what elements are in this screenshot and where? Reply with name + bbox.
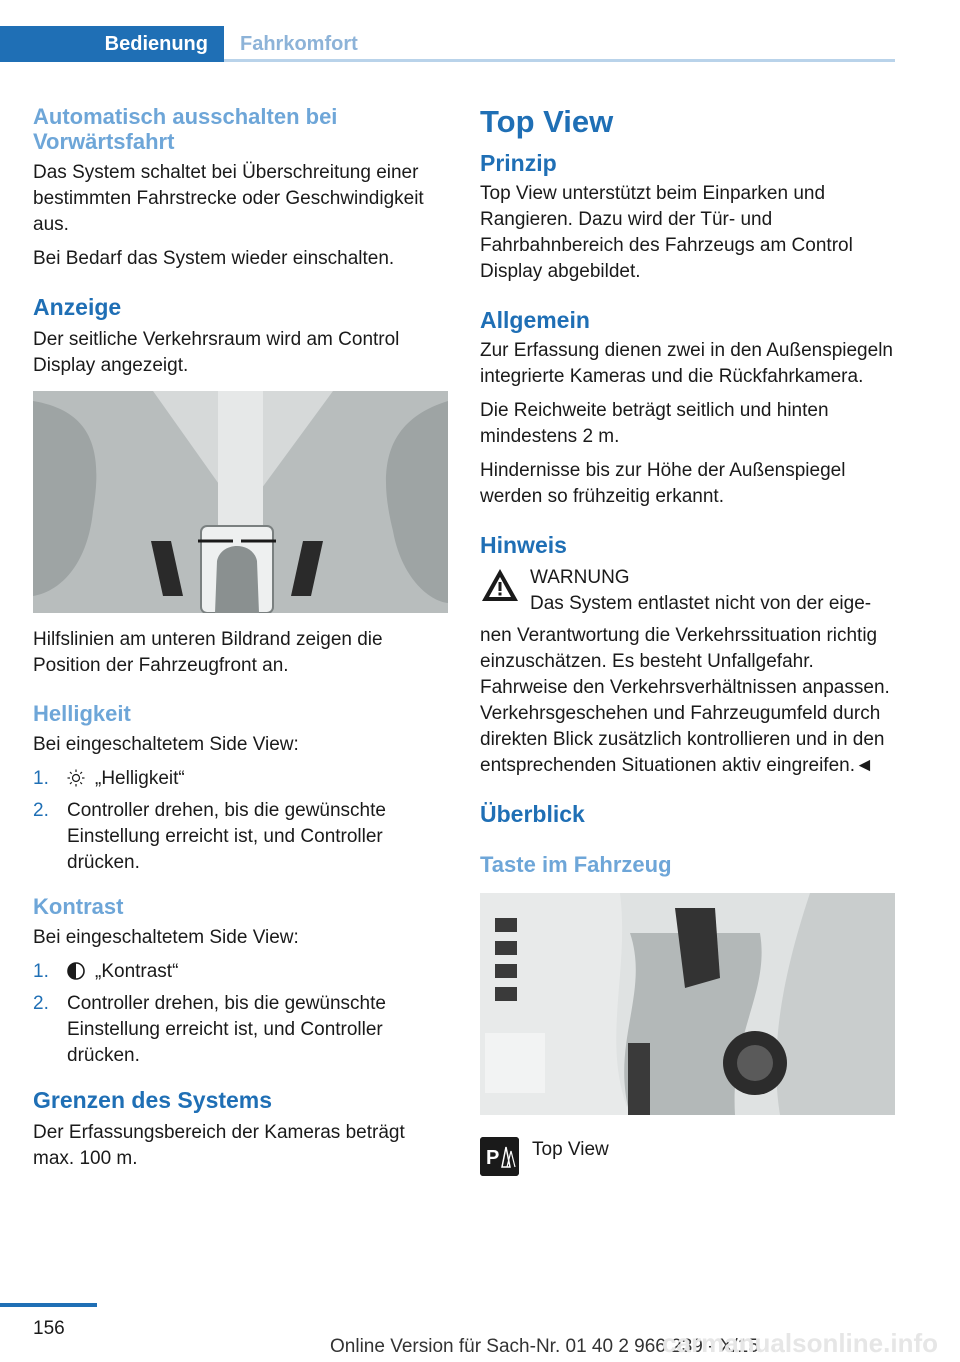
online-version-text: Online Version für Sach-Nr. 01 40 2 966 239 - X/15 xyxy=(330,1336,759,1357)
general-paragraph-2: Die Reichweite beträgt seitlich und hinten mindestens 2 m. xyxy=(480,400,829,447)
display-paragraph: Der seitliche Verkehrsraum wird am Control Display angezeigt. xyxy=(33,329,400,376)
overview-heading: Überblick xyxy=(480,801,585,827)
warning-label: WARNUNG xyxy=(530,567,630,588)
contrast-heading: Kontrast xyxy=(33,894,124,919)
header-divider xyxy=(224,59,895,62)
step-number: 2. xyxy=(33,800,49,821)
list-item xyxy=(33,959,448,985)
limits-heading: Grenzen des Systems xyxy=(33,1087,273,1113)
list-item xyxy=(33,798,448,876)
step-number: 1. xyxy=(33,961,49,982)
right-column xyxy=(480,104,895,1179)
topview-button-row xyxy=(480,1137,895,1179)
general-heading: Allgemein xyxy=(480,307,590,333)
tab-fahrkomfort[interactable]: Fahrkomfort xyxy=(240,32,358,55)
auto-off-paragraph-2: Bei Bedarf das System wieder einschalten. xyxy=(33,248,395,269)
side-view-display-image xyxy=(33,391,448,613)
brightness-intro: Bei eingeschaltetem Side View: xyxy=(33,734,299,755)
display-heading: Anzeige xyxy=(33,294,122,320)
brightness-sun-icon xyxy=(67,769,85,787)
limits-paragraph: Der Erfassungsbereich der Kameras beträgt max. 100 m. xyxy=(33,1122,405,1169)
brightness-steps xyxy=(33,766,448,876)
button-heading: Taste im Fahrzeug xyxy=(480,852,672,877)
tab-bedienung[interactable]: Bedienung xyxy=(0,26,224,62)
topview-heading: Top View xyxy=(480,104,614,139)
step-text: Controller drehen, bis die gewünschte Einstellung erreicht ist, und Controller drücken. xyxy=(67,993,386,1066)
top-view-button-icon[interactable] xyxy=(480,1137,519,1176)
top-view-button-label: Top View xyxy=(532,1139,609,1160)
auto-off-paragraph-1: Das System schaltet bei Überschreitung einer bestimmten Fahrstrecke oder Geschwindigkeit aus. xyxy=(33,162,424,235)
note-heading: Hinweis xyxy=(480,532,567,558)
step-text: „Helligkeit“ xyxy=(95,768,185,789)
watermark: carmanualsonline.info xyxy=(662,1328,938,1358)
contrast-steps xyxy=(33,959,448,1069)
left-column xyxy=(33,104,448,1180)
svg-text:P: P xyxy=(486,1147,500,1169)
general-paragraph-1: Zur Erfassung dienen zwei in den Außenspiegeln integrierte Kameras und die Rückfahrkamera. xyxy=(480,340,893,387)
general-paragraph-3: Hindernisse bis zur Höhe der Außenspiegel werden so frühzeitig erkannt. xyxy=(480,460,846,507)
header-tabbar xyxy=(0,0,895,62)
brightness-heading: Helligkeit xyxy=(33,701,131,726)
step-text: Controller drehen, bis die gewünschte Einstellung erreicht ist, und Controller drücken. xyxy=(67,800,386,873)
list-item xyxy=(33,991,448,1069)
vehicle-console-image xyxy=(480,893,895,1115)
display-caption: Hilfslinien am unteren Bildrand zeigen die Position der Fahrzeugfront an. xyxy=(33,629,383,676)
page-number: 156 xyxy=(33,1318,65,1339)
footer-accent-line xyxy=(0,1303,97,1307)
warning-block xyxy=(480,565,895,617)
principle-paragraph: Top View unterstützt beim Einparken und Rangieren. Dazu wird der Tür- und Fahrbahnbereich des Fahrzeugs am Control Display abgebildet. xyxy=(480,183,853,282)
step-text: „Kontrast“ xyxy=(95,961,179,982)
contrast-icon xyxy=(67,962,85,980)
step-number: 1. xyxy=(33,768,49,789)
list-item xyxy=(33,766,448,792)
warning-lead: Das System entlastet nicht von der eige- xyxy=(530,593,872,614)
warning-body: nen Verantwortung die Verkehrssituation richtig einzuschätzen. Es besteht Unfallgefahr. Fahrweise den Verkehrsverhältnissen anpassen. Verkehrsgeschehen und Fahrzeugumfeld durch direkten Blick zusätzlich kontrollieren und in den entsprechenden Situationen aktiv eingreifen.◄ xyxy=(480,625,890,776)
warning-triangle-icon xyxy=(480,567,520,603)
step-number: 2. xyxy=(33,993,49,1014)
auto-off-heading: Automatisch ausschalten bei Vorwärtsfahrt xyxy=(33,104,338,154)
contrast-intro: Bei eingeschaltetem Side View: xyxy=(33,927,299,948)
principle-heading: Prinzip xyxy=(480,150,557,176)
